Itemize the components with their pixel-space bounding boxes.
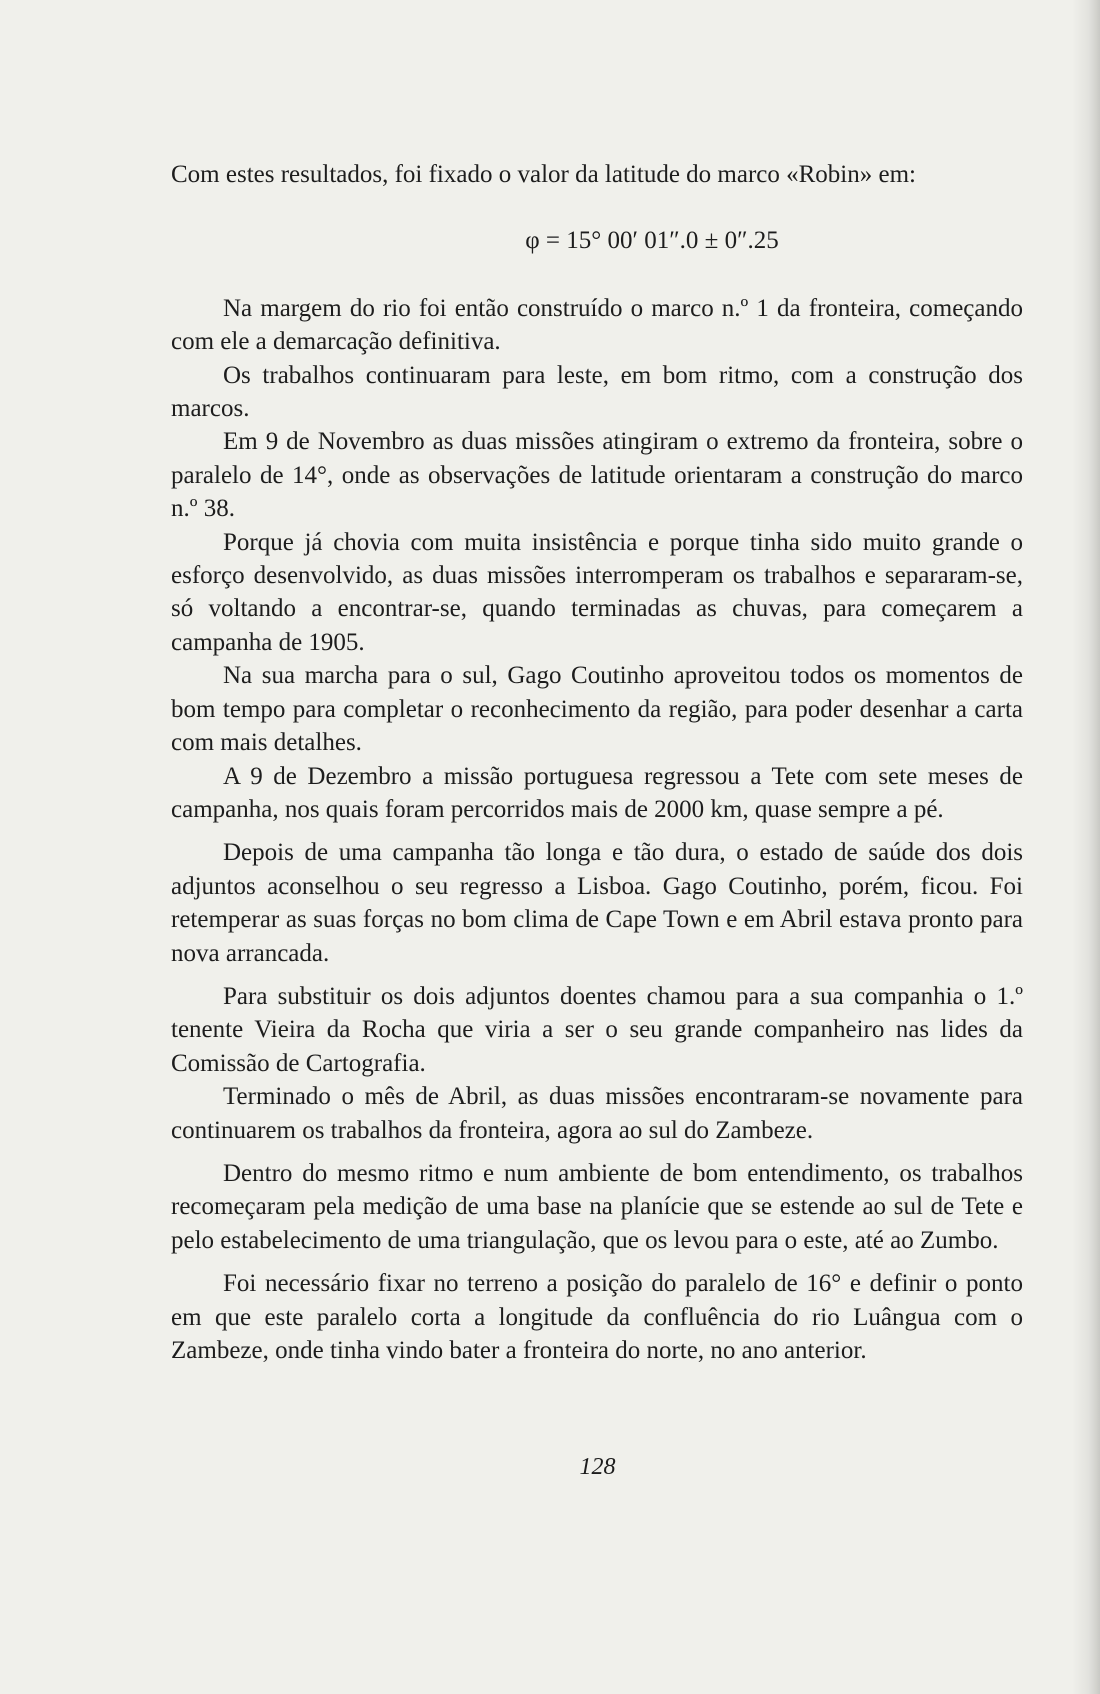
paragraph-11: Foi necessário fixar no terreno a posição do paralelo de 16° e definir o ponto em que este paralelo corta a longitude da confluência do rio Luângua com o Zambeze, onde tinha vindo bater a fronteira do norte, no ano anterior. <box>171 1270 1023 1364</box>
latitude-formula: φ = 15° 00′ 01″.0 ± 0″.25 <box>525 227 779 255</box>
paragraph-2: Os trabalhos continuaram para leste, em bom ritmo, com a construção dos marcos. <box>171 361 1023 423</box>
paragraph-10: Dentro do mesmo ritmo e num ambiente de bom entendimento, os trabalhos recomeçaram pela medição de uma base na planície que se estende ao sul de Tete e pelo estabelecimento de uma triangulação, que os levou para o este, até ao Zumbo. <box>171 1159 1023 1254</box>
intro-paragraph: Com estes resultados, foi fixado o valor da latitude do marco «Robin» em: <box>171 161 916 188</box>
page-number: 128 <box>579 1454 616 1480</box>
page-edge-shadow <box>1072 0 1100 1694</box>
body-text <box>171 158 1023 1367</box>
paragraph-6: A 9 de Dezembro a missão portuguesa regressou a Tete com sete meses de campanha, nos quais foram percorridos mais de 2000 km, quase sempre a pé. <box>171 762 1023 823</box>
paragraph-5: Na sua marcha para o sul, Gago Coutinho aproveitou todos os momentos de bom tempo para completar o reconhecimento da região, para poder desenhar a carta com mais detalhes. <box>171 662 1023 757</box>
paragraph-7: Depois de uma campanha tão longa e tão dura, o estado de saúde dos dois adjuntos aconselhou o seu regresso a Lisboa. Gago Coutinho, porém, ficou. Foi retemperar as suas forças no bom clima de Cape Town e em Abril estava pronto para nova arrancada. <box>171 839 1023 967</box>
paragraph-4: Porque já chovia com muita insistência e porque tinha sido muito grande o esforço desenvolvido, as duas missões interromperam os trabalhos e separaram-se, só voltando a encontrar-se, quando terminadas as chuvas, para começarem a campanha de 1905. <box>171 528 1023 656</box>
paragraph-9: Terminado o mês de Abril, as duas missões encontraram-se novamente para continuarem os trabalhos da fronteira, agora ao sul do Zambeze. <box>171 1083 1023 1144</box>
paragraph-8: Para substituir os dois adjuntos doentes chamou para a sua companhia o 1.º tenente Vieira da Rocha que viria a ser o seu grande companheiro nas lides da Comissão de Cartografia. <box>171 982 1023 1077</box>
paragraph-3: Em 9 de Novembro as duas missões atingiram o extremo da fronteira, sobre o paralelo de 14°, onde as observações de latitude orientaram a construção do marco n.º 38. <box>171 428 1023 523</box>
paragraph-1: Na margem do rio foi então construído o marco n.º 1 da fronteira, começando com ele a demarcação definitiva. <box>171 294 1023 356</box>
